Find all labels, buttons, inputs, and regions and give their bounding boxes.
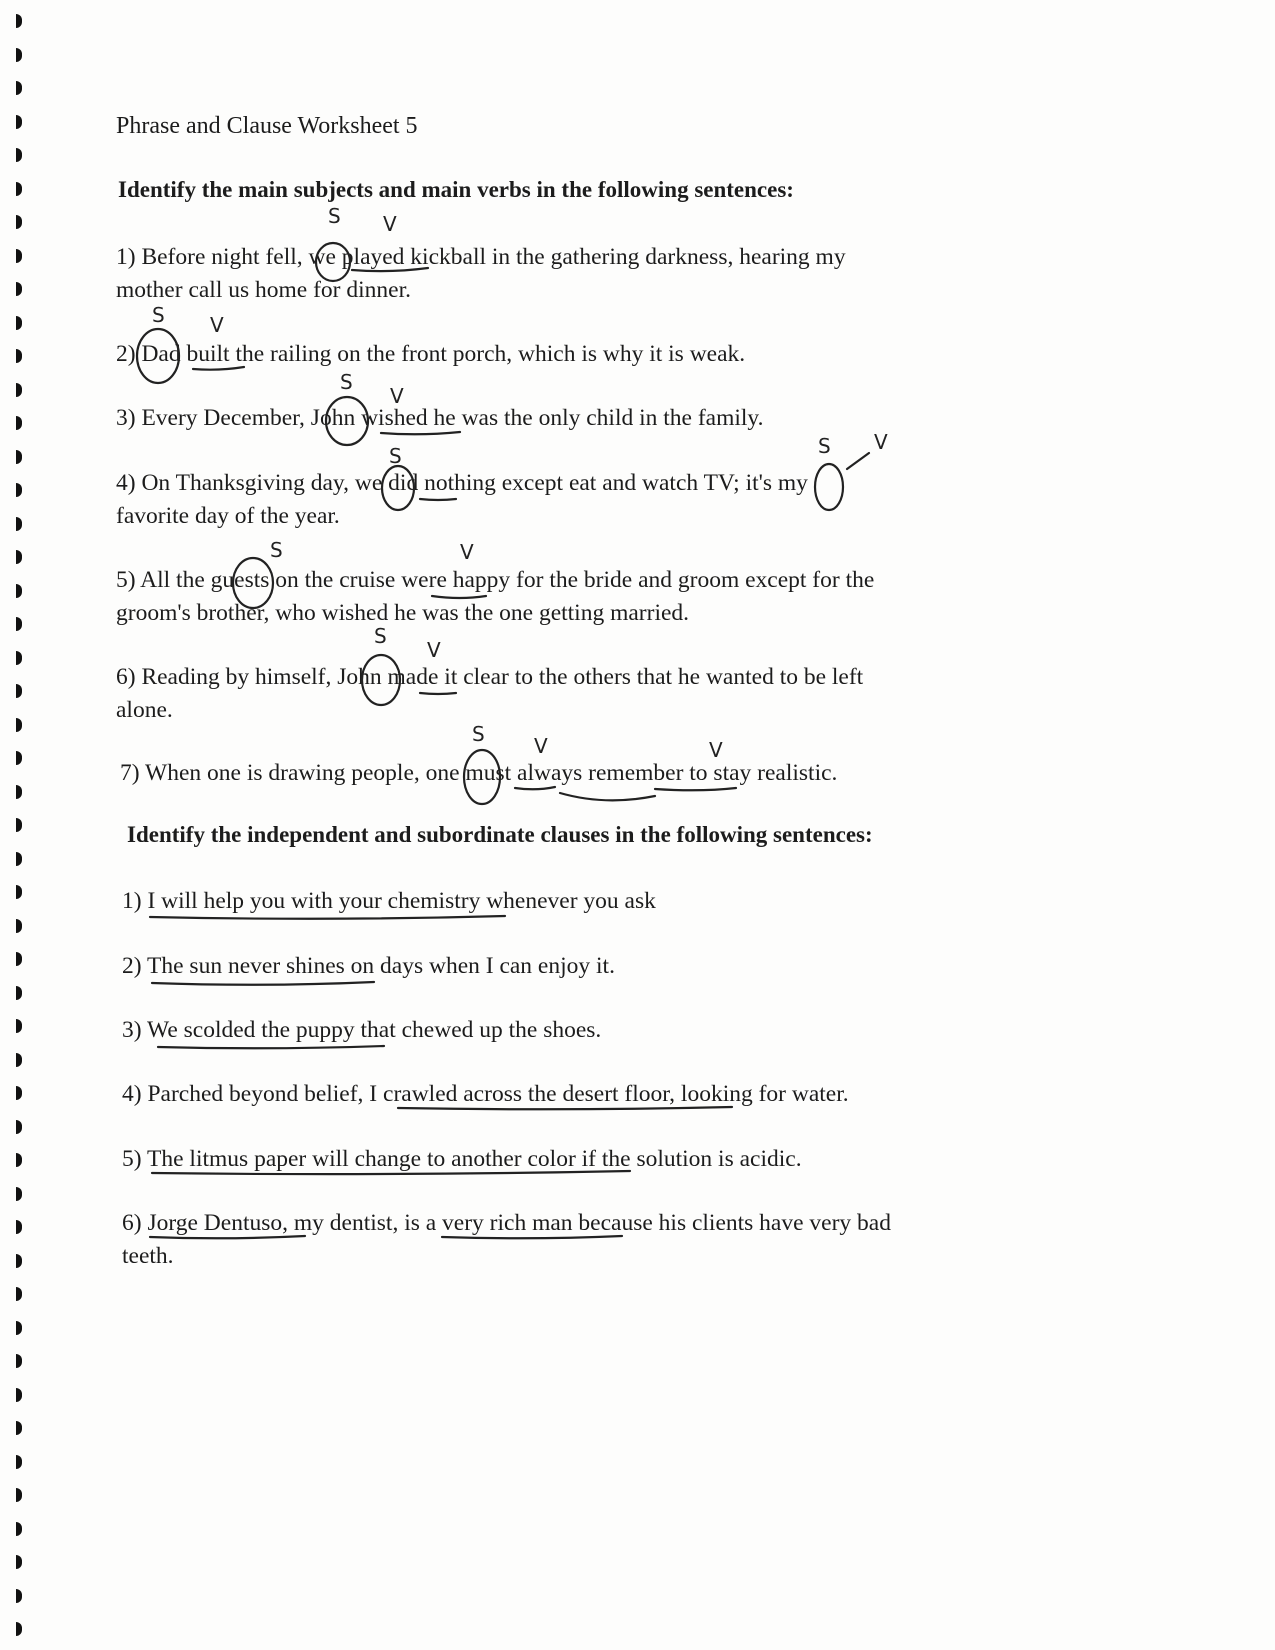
subject-mark: S <box>818 434 831 458</box>
subject-circle <box>815 464 843 510</box>
binder-hole <box>16 1488 22 1502</box>
s1-sentence-5: 5) All the guests on the cruise were happy for the bride and groom except for the groom's brother, who wished he was the one getting married. <box>116 567 875 626</box>
subject-mark: S <box>340 370 353 394</box>
section2-heading: Identify the independent and subordinate clauses in the following sentences: <box>127 822 873 847</box>
binder-hole <box>16 852 22 866</box>
s2-sentence-2: 2) The sun never shines on days when I can enjoy it. <box>122 953 615 979</box>
s2-sentence-3: 3) We scolded the puppy that chewed up the shoes. <box>122 1017 602 1043</box>
binder-hole <box>16 1220 22 1234</box>
subject-mark: S <box>152 303 165 327</box>
verb-mark: V <box>427 638 441 662</box>
subject-mark: S <box>472 722 485 746</box>
binder-hole <box>16 1589 22 1603</box>
s2-sentence-5: 5) The litmus paper will change to another color if the solution is acidic. <box>122 1146 802 1172</box>
binder-hole <box>16 986 22 1000</box>
subject-mark: S <box>389 444 402 468</box>
binder-hole <box>16 651 22 665</box>
binder-hole <box>16 1019 22 1033</box>
binder-hole <box>16 1187 22 1201</box>
verb-tick <box>847 453 869 469</box>
binder-hole <box>16 751 22 765</box>
verb-mark: V <box>709 738 723 762</box>
verb-underline <box>560 793 655 800</box>
worksheet-title: Phrase and Clause Worksheet 5 <box>116 113 418 139</box>
binder-hole <box>16 316 22 330</box>
binder-hole <box>16 818 22 832</box>
verb-mark: V <box>460 540 474 564</box>
binder-hole <box>16 584 22 598</box>
binder-hole <box>16 249 22 263</box>
s1-sentence-1: 1) Before night fell, we played kickball in the gathering darkness, hearing my mother call us home for dinner. <box>116 244 846 303</box>
subject-mark: S <box>270 538 283 562</box>
s2-sentence-1: 1) I will help you with your chemistry whenever you ask <box>122 888 656 914</box>
binder-hole <box>16 1455 22 1469</box>
binder-hole <box>16 1388 22 1402</box>
binder-hole <box>16 1522 22 1536</box>
s2-sentence-6: 6) Jorge Dentuso, my dentist, is a very rich man because his clients have very bad teeth. <box>122 1210 891 1269</box>
binder-hole <box>16 1421 22 1435</box>
binder-hole <box>16 617 22 631</box>
binder-hole <box>16 785 22 799</box>
s1-sentence-7: 7) When one is drawing people, one must always remember to stay realistic. <box>120 760 838 786</box>
binder-hole <box>16 1354 22 1368</box>
section1-heading: Identify the main subjects and main verbs in the following sentences: <box>118 177 794 202</box>
binder-hole <box>16 416 22 430</box>
subject-mark: S <box>328 204 341 228</box>
binder-hole <box>16 383 22 397</box>
binder-hole <box>16 215 22 229</box>
binder-hole <box>16 517 22 531</box>
verb-mark: V <box>534 734 548 758</box>
binder-hole <box>16 718 22 732</box>
s1-sentence-2: 2) Dad built the railing on the front porch, which is why it is weak. <box>116 341 746 367</box>
binder-hole <box>16 1120 22 1134</box>
binder-hole <box>16 1321 22 1335</box>
binder-hole <box>16 550 22 564</box>
verb-mark: V <box>390 384 404 408</box>
binder-hole <box>16 1622 22 1636</box>
binder-hole <box>16 1086 22 1100</box>
s2-sentence-4: 4) Parched beyond belief, I crawled across the desert floor, looking for water. <box>122 1081 849 1107</box>
s1-sentence-4: 4) On Thanksgiving day, we did nothing except eat and watch TV; it's my favorite day of the year. <box>116 470 808 529</box>
verb-mark: V <box>210 313 224 337</box>
binder-hole <box>16 349 22 363</box>
binder-hole <box>16 1153 22 1167</box>
binder-holes <box>16 0 26 1650</box>
subject-mark: S <box>374 624 387 648</box>
binder-hole <box>16 952 22 966</box>
verb-mark: V <box>874 430 888 454</box>
binder-hole <box>16 182 22 196</box>
binder-hole <box>16 450 22 464</box>
binder-hole <box>16 684 22 698</box>
binder-hole <box>16 48 22 62</box>
binder-hole <box>16 14 22 28</box>
s1-sentence-6: 6) Reading by himself, John made it clear to the others that he wanted to be left alone. <box>116 664 864 723</box>
binder-hole <box>16 282 22 296</box>
binder-hole <box>16 1053 22 1067</box>
binder-hole <box>16 885 22 899</box>
binder-hole <box>16 1287 22 1301</box>
binder-hole <box>16 1254 22 1268</box>
binder-hole <box>16 81 22 95</box>
binder-hole <box>16 115 22 129</box>
s1-sentence-3: 3) Every December, John wished he was the only child in the family. <box>116 405 764 431</box>
binder-hole <box>16 1555 22 1569</box>
binder-hole <box>16 483 22 497</box>
verb-mark: V <box>383 212 397 236</box>
binder-hole <box>16 919 22 933</box>
binder-hole <box>16 148 22 162</box>
